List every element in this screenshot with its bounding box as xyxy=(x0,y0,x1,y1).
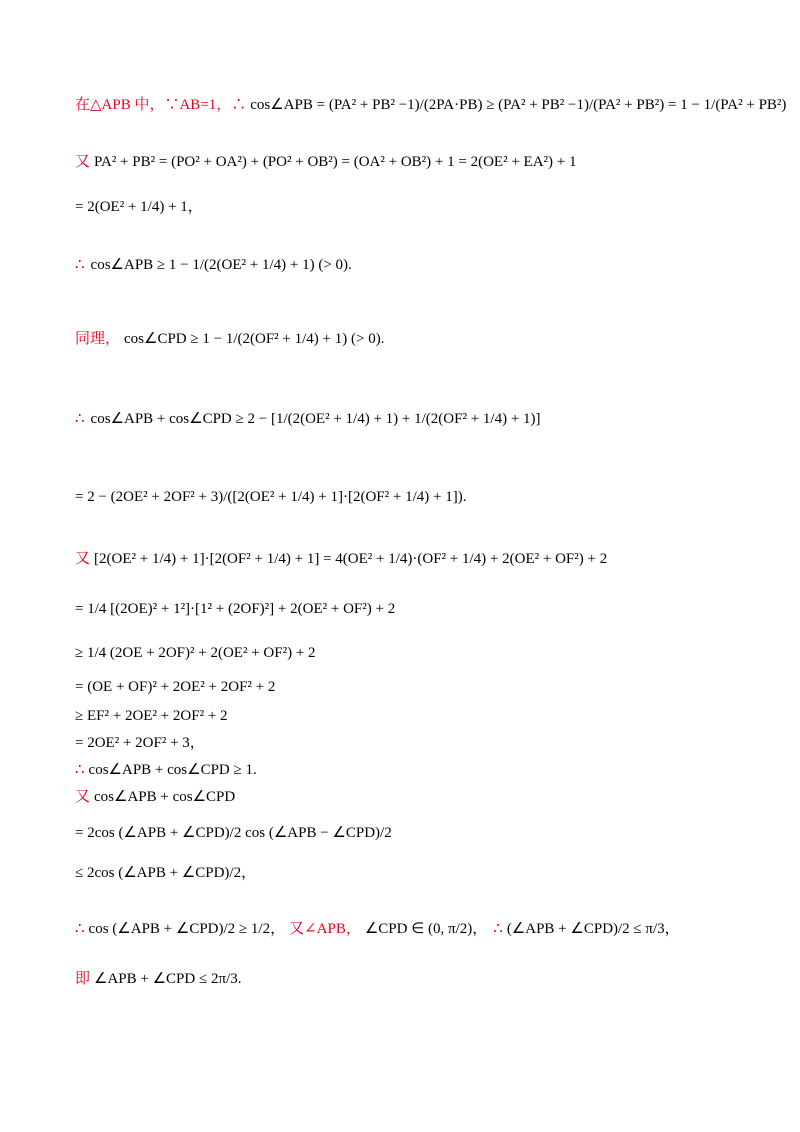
line-17-math: ≤ 2cos (∠APB + ∠CPD)/2， xyxy=(75,865,257,881)
line-10-math: ≥ 1/4 (2OE + 2OF)² + 2(OE² + OF²) + 2 xyxy=(75,645,316,661)
line-4-prefix: ∴ xyxy=(75,257,85,273)
line-15-prefix: 又 xyxy=(75,789,91,805)
line-5-prefix: 同理， xyxy=(75,331,121,347)
line-12-math: ≥ EF² + 2OE² + 2OF² + 2 xyxy=(75,708,228,724)
line-2 xyxy=(75,155,740,170)
line-5-math: cos∠CPD ≥ 1 − 1/(2(OF² + 1/4) + 1) (> 0). xyxy=(124,331,385,347)
line-14-math: cos∠APB + cos∠CPD ≥ 1. xyxy=(88,762,257,778)
line-7-math: = 2 − (2OE² + 2OF² + 3)/([2(OE² + 1/4) + 1]·[2(OF² + 1/4) + 1]). xyxy=(75,489,467,505)
line-13-math: = 2OE² + 2OF² + 3， xyxy=(75,735,205,751)
line-19-math: ∠APB + ∠CPD ≤ 2π/3. xyxy=(94,971,242,987)
line-14 xyxy=(75,763,740,778)
line-15-math: cos∠APB + cos∠CPD xyxy=(94,789,236,805)
line-18-math-c: (∠APB + ∠CPD)/2 ≤ π/3， xyxy=(506,921,680,937)
line-2-prefix: 又 xyxy=(75,154,91,170)
line-8-math: [2(OE² + 1/4) + 1]·[2(OF² + 1/4) + 1] = 4(OE² + 1/4)·(OF² + 1/4) + 2(OE² + OF²) + 2 xyxy=(94,551,608,567)
line-9-math: = 1/4 [(2OE)² + 1²]·[1² + (2OF)²] + 2(OE² + OF²) + 2 xyxy=(75,601,396,617)
line-6-math: cos∠APB + cos∠CPD ≥ 2 − [1/(2(OE² + 1/4) + 1) + 1/(2(OF² + 1/4) + 1)] xyxy=(90,411,541,427)
line-18-prefix-2: ∴ xyxy=(493,921,503,937)
line-13 xyxy=(75,736,740,751)
line-8-prefix: 又 xyxy=(75,551,91,567)
line-1-math: cos∠APB = (PA² + PB² −1)/(2PA·PB) ≥ (PA² + PB² −1)/(PA² + PB²) = 1 − 1/(PA² + PB²) xyxy=(250,97,787,113)
line-1 xyxy=(75,97,787,113)
line-18 xyxy=(75,922,740,937)
line-12 xyxy=(75,709,740,724)
line-18-mid: 又∠APB， xyxy=(289,921,361,937)
line-6 xyxy=(75,412,740,427)
line-16-math: = 2cos (∠APB + ∠CPD)/2 cos (∠APB − ∠CPD)/2 xyxy=(75,825,392,841)
line-2-math: PA² + PB² = (PO² + OA²) + (PO² + OB²) = (OA² + OB²) + 1 = 2(OE² + EA²) + 1 xyxy=(94,154,577,170)
line-16 xyxy=(75,826,740,841)
line-6-prefix: ∴ xyxy=(75,411,85,427)
line-18-math-b: ∠CPD ∈ (0, π/2)， xyxy=(364,921,488,937)
line-18-prefix: ∴ xyxy=(75,921,85,937)
line-7 xyxy=(75,490,740,505)
line-4-math: cos∠APB ≥ 1 − 1/(2(OE² + 1/4) + 1) (> 0). xyxy=(90,257,352,273)
line-11 xyxy=(75,680,740,695)
line-19-prefix: 即 xyxy=(75,971,91,987)
line-15 xyxy=(75,790,740,805)
line-14-prefix: ∴ xyxy=(75,762,85,778)
line-3 xyxy=(75,200,740,215)
line-1-prefix: 在△APB 中，∵AB=1，∴ xyxy=(75,97,247,113)
line-4 xyxy=(75,258,740,273)
line-18-math-a: cos (∠APB + ∠CPD)/2 ≥ 1/2， xyxy=(88,921,286,937)
line-11-math: = (OE + OF)² + 2OE² + 2OF² + 2 xyxy=(75,679,276,695)
line-9 xyxy=(75,602,740,617)
line-8 xyxy=(75,552,740,567)
line-19 xyxy=(75,972,740,987)
line-3-math: = 2(OE² + 1/4) + 1， xyxy=(75,199,203,215)
line-17 xyxy=(75,866,740,881)
line-10 xyxy=(75,646,740,661)
line-5 xyxy=(75,332,740,347)
